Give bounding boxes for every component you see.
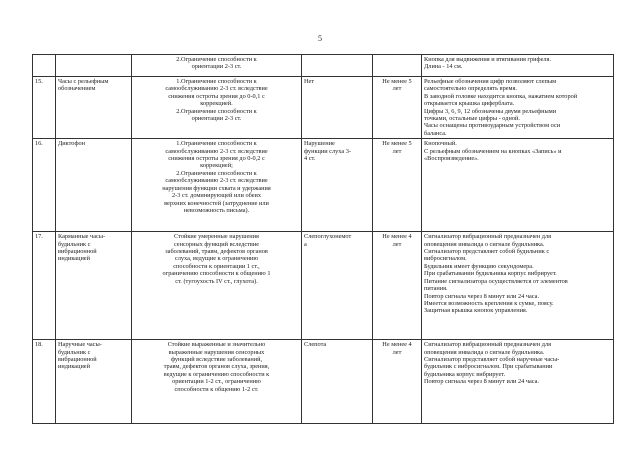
cell-service-term-line: лет bbox=[392, 348, 402, 356]
assistive-devices-table bbox=[32, 54, 614, 424]
cell-description-line: будильника корпус вибрирует. bbox=[424, 370, 506, 378]
cell-device-name-line: обозначением bbox=[58, 85, 96, 93]
cell-contraindications-line: Нет bbox=[304, 78, 315, 85]
cell-contraindications-line: функции слуха 3- bbox=[304, 147, 351, 155]
cell-description-line: Длина - 14 см. bbox=[424, 63, 463, 71]
cell-device-name-line: индикацией bbox=[58, 363, 90, 371]
cell-indications-line: слуха, ведущие к ограничению bbox=[174, 255, 259, 263]
cell-description-line: оповещения инвалида о сигнале будильника. bbox=[424, 348, 545, 356]
cell-indications-line: самообслуживанию 2-3 ст. вследствие bbox=[165, 147, 268, 155]
cell-service-term bbox=[373, 77, 422, 139]
table-row bbox=[33, 139, 614, 232]
cell-contraindications bbox=[302, 232, 373, 340]
cell-indications-line: 2.Ограничение способности к bbox=[176, 107, 257, 115]
cell-indications-line: ориентации 1-2 ст., ограничению bbox=[172, 378, 261, 386]
cell-description-line: Часы оснащены противоударным устройством оси bbox=[424, 122, 561, 130]
cell-description-line: самостоятельно определять время. bbox=[424, 85, 517, 93]
cell-device-name-line: Диктофон bbox=[58, 140, 86, 148]
cell-description-line: оповещения инвалида о сигнале будильника. bbox=[424, 240, 545, 248]
cell-device-name-line: будильник с bbox=[58, 348, 91, 356]
cell-number: 16. bbox=[33, 139, 56, 232]
cell-indications-line: самообслуживанию 2-3 ст. вследствие bbox=[165, 177, 268, 185]
cell-description-line: С рельефным обозначением на кнопках «Запись» и bbox=[424, 147, 562, 155]
cell-contraindications-line: Слепота bbox=[304, 341, 327, 349]
cell-description bbox=[422, 77, 614, 139]
cell-description-line: Будильник имеет функцию секундомера. bbox=[424, 262, 534, 270]
cell-indications-line: верхних конечностей (затруднение или bbox=[164, 199, 269, 207]
cell-service-term bbox=[373, 340, 422, 424]
cell-description-line: Кнопка для выдвижения и втягивания грифеля. bbox=[424, 56, 552, 63]
cell-description bbox=[422, 55, 614, 77]
cell-indications-line: функций вследствие заболеваний, bbox=[170, 356, 263, 364]
cell-indications-line: нарушения функции схвата и удержания bbox=[162, 184, 271, 192]
cell-device-name bbox=[56, 139, 132, 232]
cell-description bbox=[422, 340, 614, 424]
cell-device-name-line: индикацией bbox=[58, 255, 90, 263]
cell-service-term-line: Не менее 5 bbox=[382, 140, 412, 148]
cell-description-line: Сигнализатор вибрационный предназначен для bbox=[424, 233, 551, 241]
cell-indications bbox=[132, 340, 302, 424]
cell-service-term bbox=[373, 55, 422, 77]
cell-number: 17. bbox=[33, 232, 56, 340]
cell-indications-line: коррекцией. bbox=[200, 100, 233, 108]
cell-number: 15. bbox=[33, 77, 56, 139]
cell-indications-line: способности к общению 1-2 ст. bbox=[174, 385, 259, 393]
cell-indications-line: Стойкие умеренные нарушения bbox=[174, 233, 259, 241]
cell-description-line: В заводной головке находится кнопка, нажатием которой bbox=[424, 92, 578, 100]
cell-indications-line: невозможность письма). bbox=[183, 206, 250, 214]
table-row bbox=[33, 340, 614, 424]
cell-indications-line: снижения остроты зрения до 0-0,2 с bbox=[168, 155, 265, 163]
cell-contraindications-line: Нарушение bbox=[304, 140, 335, 148]
cell-indications-line: самообслуживанию 2-3 ст. вследствие bbox=[165, 85, 268, 93]
cell-number bbox=[33, 55, 56, 77]
cell-service-term bbox=[373, 139, 422, 232]
cell-indications-line: 1.Ограничение способности к bbox=[176, 78, 257, 85]
cell-service-term-line: лет bbox=[392, 147, 402, 155]
cell-description-line: Кнопочный. bbox=[424, 140, 457, 148]
cell-description-line: Защитная крышка кнопок управления. bbox=[424, 307, 528, 315]
cell-indications-line: 2.Ограничение способности к bbox=[176, 56, 257, 63]
cell-indications-line: ориентации 2-3 ст. bbox=[191, 63, 242, 71]
cell-description-line: баланса. bbox=[424, 129, 447, 137]
cell-description-line: точками, остальные цифры - одной. bbox=[424, 115, 520, 123]
cell-indications-line: коррекцией; bbox=[200, 162, 233, 170]
cell-description bbox=[422, 139, 614, 232]
cell-device-name-line: Часы с рельефным bbox=[58, 78, 109, 85]
cell-description-line: Сигнализатор представляет собой будильник с bbox=[424, 248, 550, 256]
cell-service-term-line: лет bbox=[392, 85, 402, 93]
cell-description-line: открывается крышка циферблата. bbox=[424, 100, 515, 108]
cell-service-term-line: лет bbox=[392, 240, 402, 248]
cell-service-term-line: Не менее 5 bbox=[382, 78, 412, 85]
cell-indications bbox=[132, 232, 302, 340]
cell-description-line: Питание сигнализатора осуществляется от элементов bbox=[424, 277, 568, 285]
cell-contraindications bbox=[302, 139, 373, 232]
cell-description-line: При срабатывании будильника корпус вибрирует. bbox=[424, 270, 557, 278]
cell-description-line: Сигнализатор представляет собой наручные часы- bbox=[424, 356, 560, 364]
cell-service-term bbox=[373, 232, 422, 340]
cell-indications-line: снижения остроты зрения до 0-0,1 с bbox=[168, 92, 265, 100]
cell-device-name bbox=[56, 55, 132, 77]
cell-device-name-line: Карманные часы- bbox=[58, 233, 106, 241]
cell-service-term-line: Не менее 4 bbox=[382, 341, 412, 349]
cell-description-line: Цифры 3, 6, 9, 12 обозначены двумя рельефными bbox=[424, 107, 557, 115]
table-row bbox=[33, 232, 614, 340]
cell-description-line: питания. bbox=[424, 285, 448, 293]
table-row bbox=[33, 55, 614, 77]
cell-number: 18. bbox=[33, 340, 56, 424]
cell-contraindications-line: 4 ст. bbox=[304, 155, 316, 163]
cell-device-name-line: вибрационной bbox=[58, 248, 97, 256]
cell-indications-line: ограничению способности к общению 1 bbox=[162, 270, 271, 278]
cell-indications-line: Стойкие выраженные и значительно bbox=[167, 341, 266, 349]
cell-indications bbox=[132, 139, 302, 232]
cell-indications-line: 1.Ограничение способности к bbox=[176, 140, 257, 148]
cell-indications-line: ведущие к ограничению способности к bbox=[163, 370, 270, 378]
cell-device-name bbox=[56, 340, 132, 424]
cell-device-name-line: Наручные часы- bbox=[58, 341, 102, 349]
page-number: 5 bbox=[318, 34, 322, 43]
cell-contraindications-line: а bbox=[304, 240, 307, 248]
table-row bbox=[33, 77, 614, 139]
cell-device-name-line: будильник с bbox=[58, 240, 91, 248]
cell-indications bbox=[132, 55, 302, 77]
cell-contraindications-line: Слепоглухонемот bbox=[304, 233, 352, 241]
cell-indications-line: 2.Ограничение способности к bbox=[176, 169, 257, 177]
cell-indications-line: травм, дефектов органов слуха, зрения, bbox=[163, 363, 270, 371]
cell-service-term-line: Не менее 4 bbox=[382, 233, 412, 241]
cell-indications-line: сенсорных функций вследствие bbox=[173, 240, 260, 248]
cell-indications-line: ориентации 2-3 ст. bbox=[191, 115, 242, 123]
cell-device-name bbox=[56, 77, 132, 139]
cell-description-line: Рельефные обозначения цифр позволяют слепым bbox=[424, 78, 557, 85]
cell-indications bbox=[132, 77, 302, 139]
cell-contraindications bbox=[302, 340, 373, 424]
cell-indications-line: заболеваний, травм, дефектов органов bbox=[165, 248, 268, 256]
cell-device-name bbox=[56, 232, 132, 340]
cell-description-line: «Воспроизведение». bbox=[424, 155, 479, 163]
cell-indications-line: выраженные нарушения сенсорных bbox=[168, 348, 265, 356]
cell-device-name-line: вибрационной bbox=[58, 356, 97, 364]
cell-description-line: вибросигналом. bbox=[424, 255, 467, 263]
cell-description-line: Имеется возможность крепления к сумке, поясу. bbox=[424, 299, 554, 307]
cell-indications-line: способности к ориентации 1 ст., bbox=[173, 262, 260, 270]
cell-description-line: Повтор сигнала через 8 минут или 24 часа. bbox=[424, 378, 540, 386]
cell-description-line: будильник с вибросигналом. При срабатывании bbox=[424, 363, 553, 371]
cell-description bbox=[422, 232, 614, 340]
cell-indications-line: ст. (тугоухость IV ст., глухота). bbox=[175, 277, 258, 285]
cell-contraindications bbox=[302, 55, 373, 77]
cell-contraindications bbox=[302, 77, 373, 139]
cell-description-line: Сигнализатор вибрационный предназначен для bbox=[424, 341, 551, 349]
cell-description-line: Повтор сигнала через 8 минут или 24 часа. bbox=[424, 292, 540, 300]
cell-indications-line: 2-3 ст. доминирующей или обеих bbox=[171, 192, 262, 200]
